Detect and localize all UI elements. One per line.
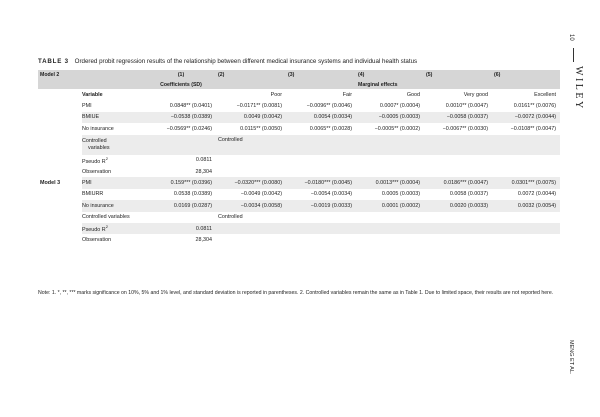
cell: 0.0058 (0.0037) <box>449 191 488 198</box>
table-row <box>38 112 560 123</box>
results-table <box>38 70 560 246</box>
cell: −0.0538 (0.0389) <box>146 112 216 123</box>
cell: −0.0569** (0.0246) <box>166 125 212 132</box>
header-col-2: (2) <box>216 70 286 81</box>
subheader-fair: Fair <box>342 91 352 98</box>
table-row <box>38 135 560 155</box>
cell: 0.0007* (0.0004) <box>379 103 420 110</box>
sidebar-rule <box>573 48 574 62</box>
cell: −0.0005 (0.0003) <box>356 112 424 123</box>
pseudo-r2-value: 0.0811 <box>195 157 212 164</box>
cell: 0.0186*** (0.0047) <box>424 177 492 188</box>
table-row <box>38 189 560 200</box>
header-col-5: (5) <box>424 70 492 81</box>
cell: −0.0180*** (0.0045) <box>286 177 356 188</box>
controlled-variables-label: Controlled variables <box>82 214 130 221</box>
table-row <box>38 155 560 166</box>
header-row <box>38 70 560 81</box>
cell: 0.0049 (0.0042) <box>216 112 286 123</box>
cell: 0.0005 (0.0003) <box>381 191 420 198</box>
var-name: No insurance <box>82 125 114 132</box>
table-caption <box>38 58 558 65</box>
subheader-variable: Variable <box>82 91 103 98</box>
cell: 0.0010** (0.0047) <box>445 103 488 110</box>
table-row <box>38 234 560 245</box>
cell: 0.0301*** (0.0075) <box>492 177 560 188</box>
subheader-poor: Poor <box>270 91 282 98</box>
var-name: BMIUE <box>82 112 146 123</box>
observation-label: Observation <box>82 168 112 175</box>
cell: −0.0067** (0.0030) <box>442 125 488 132</box>
cell: 0.0054 (0.0034) <box>286 112 356 123</box>
pseudo-r2-label <box>82 223 146 234</box>
cell: 0.0013*** (0.0004) <box>356 177 424 188</box>
page-number: 10 <box>568 34 574 41</box>
controlled-line1: Controlled <box>82 137 107 144</box>
table-caption-text: Ordered probit regression results of the relationship between different medical insurance systems and individual health status <box>74 58 418 65</box>
pseudo-r2-label <box>82 155 146 166</box>
cell: −0.0034 (0.0058) <box>216 200 286 211</box>
observation-value: 28,304 <box>195 236 212 243</box>
cell: 0.0065** (0.0028) <box>309 125 352 132</box>
table-row <box>38 100 560 111</box>
table-row <box>38 166 560 177</box>
cell: −0.0058 (0.0037) <box>424 112 492 123</box>
controlled-variables-cell <box>82 135 146 155</box>
subheader-very-good: Very good <box>463 91 488 98</box>
subheader-excellent: Excellent <box>534 91 556 98</box>
header-row-2 <box>38 81 560 90</box>
controlled-value: Controlled <box>216 135 286 155</box>
cell: −0.0054 (0.0034) <box>310 191 352 198</box>
pseudo-label-sup: 2 <box>105 155 108 161</box>
marginal-label: Marginal effects <box>356 81 492 90</box>
header-model2: Model 2 <box>38 70 82 81</box>
table-row <box>38 223 560 234</box>
table-note: Note: 1. *, **, *** marks significance on 10%, 5% and 1% level, and standard deviation is reported in parentheses. 2. Controlled variables remain the same as in Table 1. Due to limited space, their results are not reported here. <box>38 290 554 296</box>
cell: 0.0072 (0.0044) <box>517 191 556 198</box>
cell: 0.159*** (0.0396) <box>146 177 216 188</box>
cell: −0.0005** (0.0002) <box>374 125 420 132</box>
table-label: TABLE 3 <box>38 58 69 65</box>
model3-label: Model 3 <box>38 177 82 188</box>
table-row <box>38 177 560 188</box>
pseudo-label-text: Pseudo R <box>82 227 106 233</box>
cell: 0.0538 (0.0389) <box>173 191 212 198</box>
publisher-logo: WILEY <box>573 66 584 111</box>
subheader-row <box>38 89 560 100</box>
table-row <box>38 212 560 223</box>
cell: 0.0161** (0.0076) <box>513 103 556 110</box>
table-row <box>38 123 560 134</box>
var-name: BMIURR <box>82 191 104 198</box>
header-col-6: (6) <box>492 70 560 81</box>
cell: −0.0320*** (0.0080) <box>216 177 286 188</box>
cell: −0.0108** (0.0047) <box>510 125 556 132</box>
controlled-line2: variables <box>88 144 110 151</box>
var-name: No insurance <box>82 200 146 211</box>
cell: 0.0001 (0.0002) <box>356 200 424 211</box>
cell: 0.0115** (0.0050) <box>240 125 282 132</box>
pseudo-label-text: Pseudo R <box>82 158 106 165</box>
cell: −0.0072 (0.0044) <box>492 112 560 123</box>
cell: 0.0169 (0.0287) <box>146 200 216 211</box>
controlled-value: Controlled <box>218 214 243 221</box>
cell: −0.0171** (0.0081) <box>236 103 282 110</box>
header-col-4: (4) <box>356 70 424 81</box>
header-col-3: (3) <box>286 70 356 81</box>
observation-value: 28,304 <box>195 168 212 175</box>
cell: −0.0019 (0.0033) <box>286 200 356 211</box>
pseudo-label-sup: 2 <box>105 224 108 230</box>
cell: 0.0020 (0.0033) <box>424 200 492 211</box>
coef-label: Coefficients (SD) <box>146 81 216 90</box>
table-row <box>38 200 560 211</box>
cell: −0.0049 (0.0042) <box>240 191 282 198</box>
subheader-good: Good <box>406 91 420 98</box>
header-col-1: (1) <box>146 70 216 81</box>
cell: 0.0848** (0.0401) <box>169 103 212 110</box>
pseudo-r2-value: 0.0811 <box>146 223 216 234</box>
observation-label: Observation <box>82 236 112 243</box>
cell: −0.0096** (0.0046) <box>306 103 352 110</box>
var-name: PMI <box>82 177 146 188</box>
running-author: MENG ET AL. <box>568 340 574 375</box>
cell: 0.0032 (0.0054) <box>492 200 560 211</box>
var-name: PMI <box>82 103 92 110</box>
